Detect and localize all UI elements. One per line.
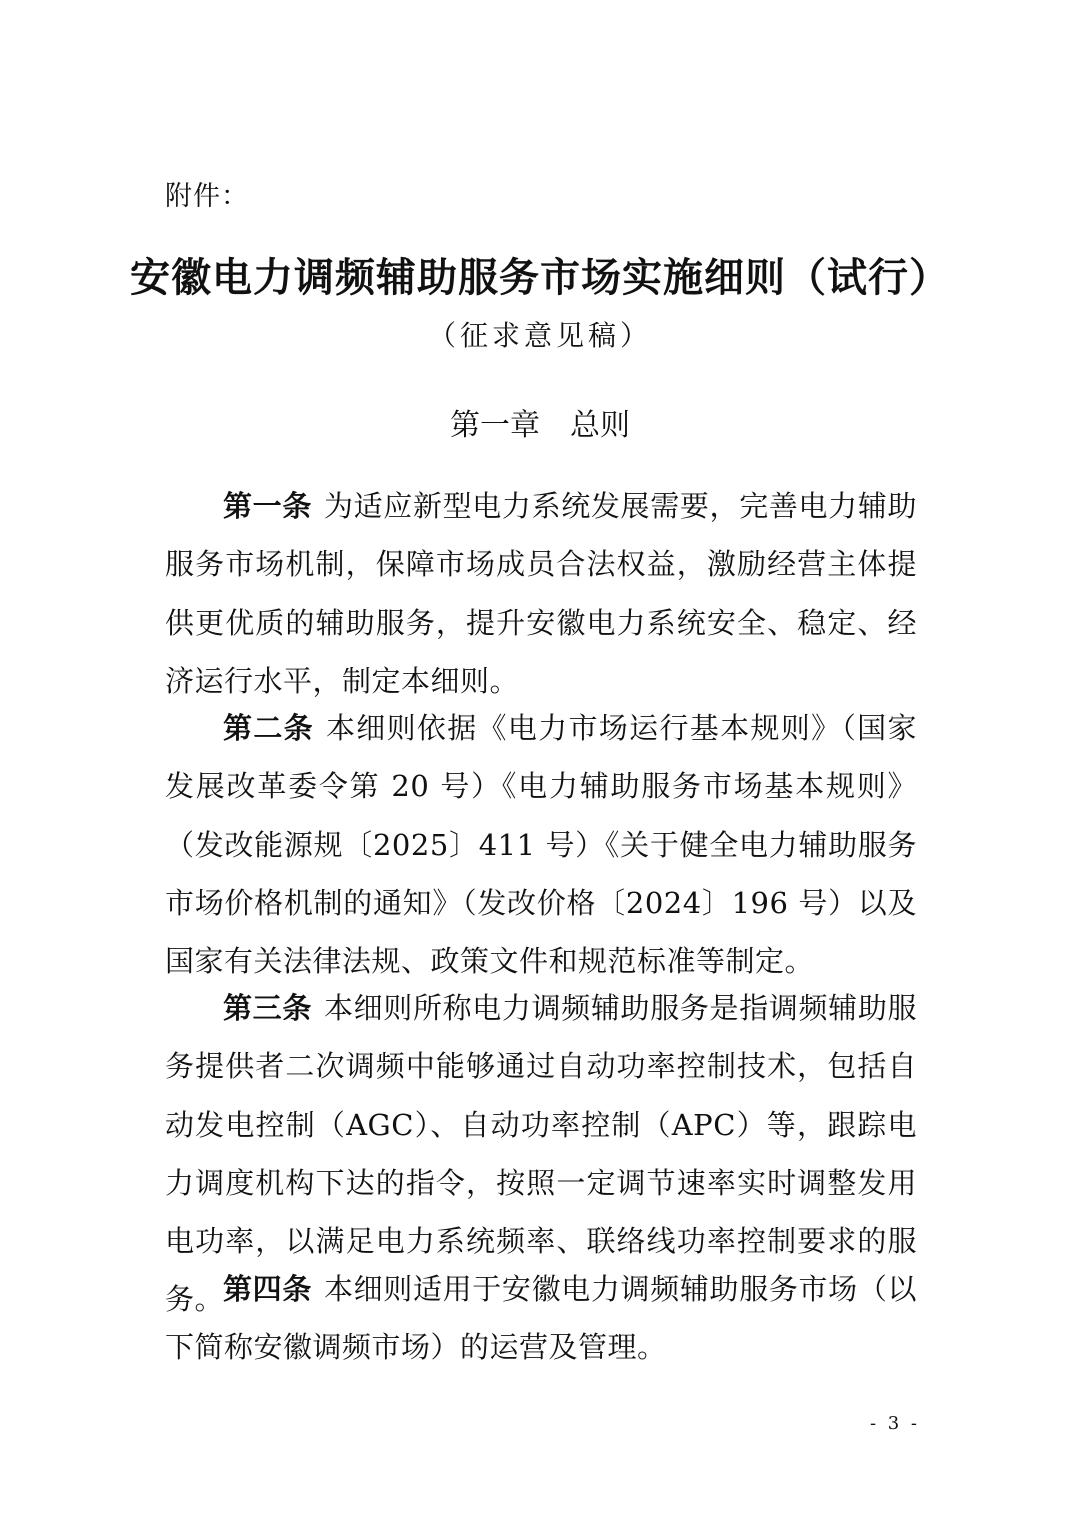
article-text: 本细则所称电力调频辅助服务是指调频辅助服务提供者二次调频中能够通过自动功率控制技术，包括自动发电控制（AGC）、自动功率控制（APC）等，跟踪电力调度机构下达的指令，按照一定调节速率实时调整发用电功率，以满足电力系统频率、联络线功率控制要求的服务。 (165, 991, 917, 1317)
article-paragraph (165, 477, 917, 710)
article-text: 为适应新型电力系统发展需要，完善电力辅助服务市场机制，保障市场成员合法权益，激励经营主体提供更优质的辅助服务，提升安徽电力系统安全、稳定、经济运行水平，制定本细则。 (165, 489, 917, 698)
article-heading: 第二条 (223, 711, 314, 745)
article-text: 本细则适用于安徽电力调频辅助服务市场（以下简称安徽调频市场）的运营及管理。 (165, 1272, 917, 1365)
article-text: 本细则依据《电力市场运行基本规则》（国家发展改革委令第 20 号）《电力辅助服务市场基本规则》（发改能源规〔2025〕411 号）《关于健全电力辅助服务市场价格机制的通知》（发改价格〔2024〕196 号）以及国家有关法律法规、政策文件和规范标准等制定。 (165, 711, 917, 979)
chapter-title: 第一章 总则 (450, 408, 630, 443)
page-number: - 3 - (869, 1413, 920, 1434)
article-heading: 第四条 (223, 1272, 312, 1306)
article-paragraph (165, 699, 917, 990)
document-subtitle: （征求意见稿） (427, 319, 652, 352)
article-heading: 第三条 (223, 991, 312, 1025)
article-heading: 第一条 (223, 489, 312, 523)
document-title: 安徽电力调频辅助服务市场实施细则（试行） (130, 254, 950, 301)
article-paragraph (165, 1260, 917, 1377)
attachment-label: 附件： (165, 181, 249, 212)
